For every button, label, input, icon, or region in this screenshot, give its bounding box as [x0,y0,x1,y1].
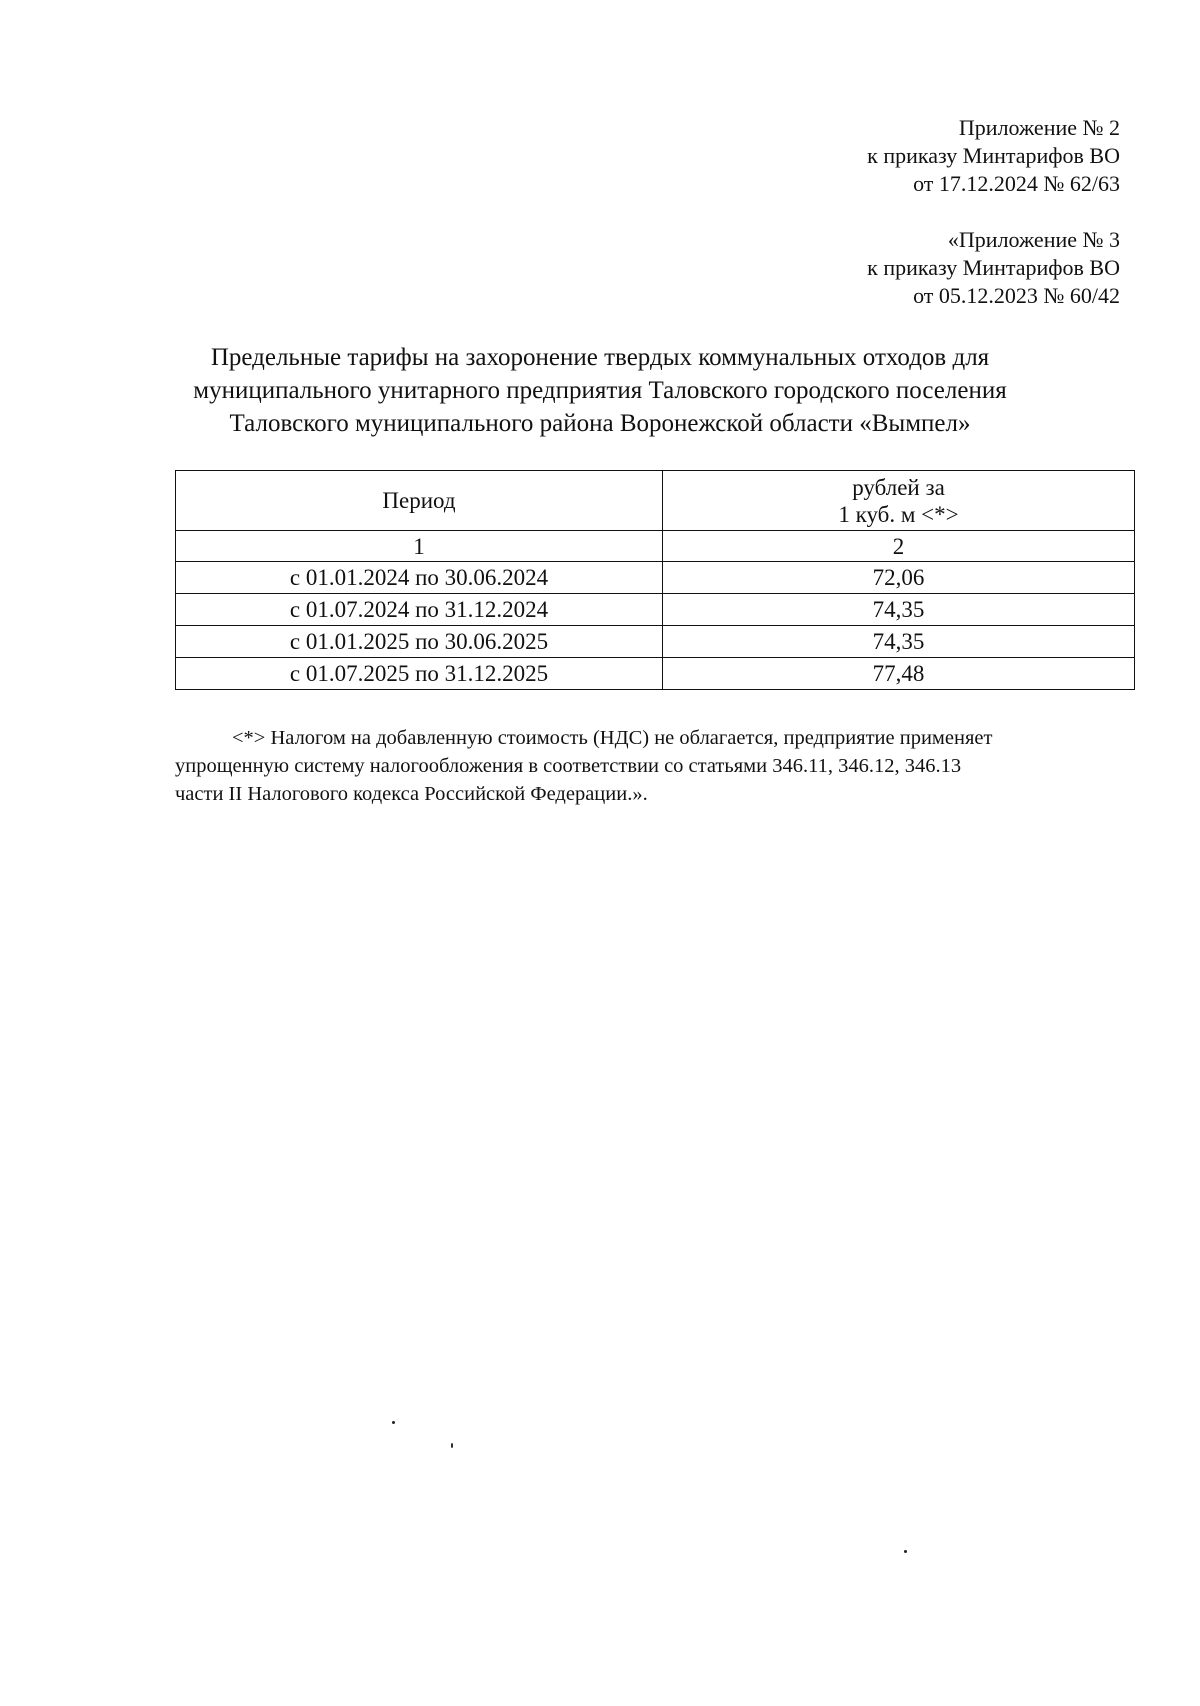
header-rate [663,471,1135,531]
footnote-line: <*> Налогом на добавленную стоимость (НДС) не облагается, предприятие применяет [232,727,993,749]
period-cell: с 01.01.2025 по 30.06.2025 [176,626,663,658]
appendix-order-date: от 05.12.2023 № 60/42 [913,283,1120,308]
table-row [176,658,1135,690]
period-cell: с 01.07.2024 по 31.12.2024 [176,594,663,626]
table-row [176,594,1135,626]
table-row [176,562,1135,594]
title-line: Предельные тарифы на захоронение твердых коммунальных отходов для [210,344,990,371]
document-title [150,341,1050,440]
rate-cell: 72,06 [663,562,1135,594]
scan-speck [904,1550,907,1553]
scan-speck [392,1421,395,1424]
scan-speck [451,1443,453,1448]
footnote-line: части II Налогового кодекса Российской Федерации.». [175,783,648,805]
period-cell: с 01.07.2025 по 31.12.2025 [176,658,663,690]
appendix-order-issuer: к приказу Минтарифов ВО [867,255,1120,280]
header-period: Период [176,471,663,531]
title-line: Таловского муниципального района Воронежской области «Вымпел» [229,410,971,437]
period-cell: с 01.01.2024 по 30.06.2024 [176,562,663,594]
appendix-order-date: от 17.12.2024 № 62/63 [913,171,1120,196]
column-number-row [176,531,1135,562]
appendix-number: Приложение № 2 [958,115,1120,140]
table-header-row [176,471,1135,531]
appendix-reference-current [700,114,1120,198]
rate-cell: 74,35 [663,626,1135,658]
title-line: муниципального унитарного предприятия Таловского городского поселения [193,377,1007,404]
appendix-reference-amended [700,226,1120,310]
column-number: 1 [176,531,663,562]
rate-cell: 74,35 [663,594,1135,626]
footnote-line: упрощенную систему налогообложения в соответствии со статьями 346.11, 346.12, 346.13 [175,755,962,777]
rate-cell: 77,48 [663,658,1135,690]
header-rate-line: рублей за [852,474,945,500]
table-row [176,626,1135,658]
column-number: 2 [663,531,1135,562]
appendix-number: «Приложение № 3 [947,227,1120,252]
header-rate-line: 1 куб. м <*> [838,501,959,527]
appendix-order-issuer: к приказу Минтарифов ВО [867,143,1120,168]
tariff-table [175,470,1135,690]
footnote [175,724,1125,808]
